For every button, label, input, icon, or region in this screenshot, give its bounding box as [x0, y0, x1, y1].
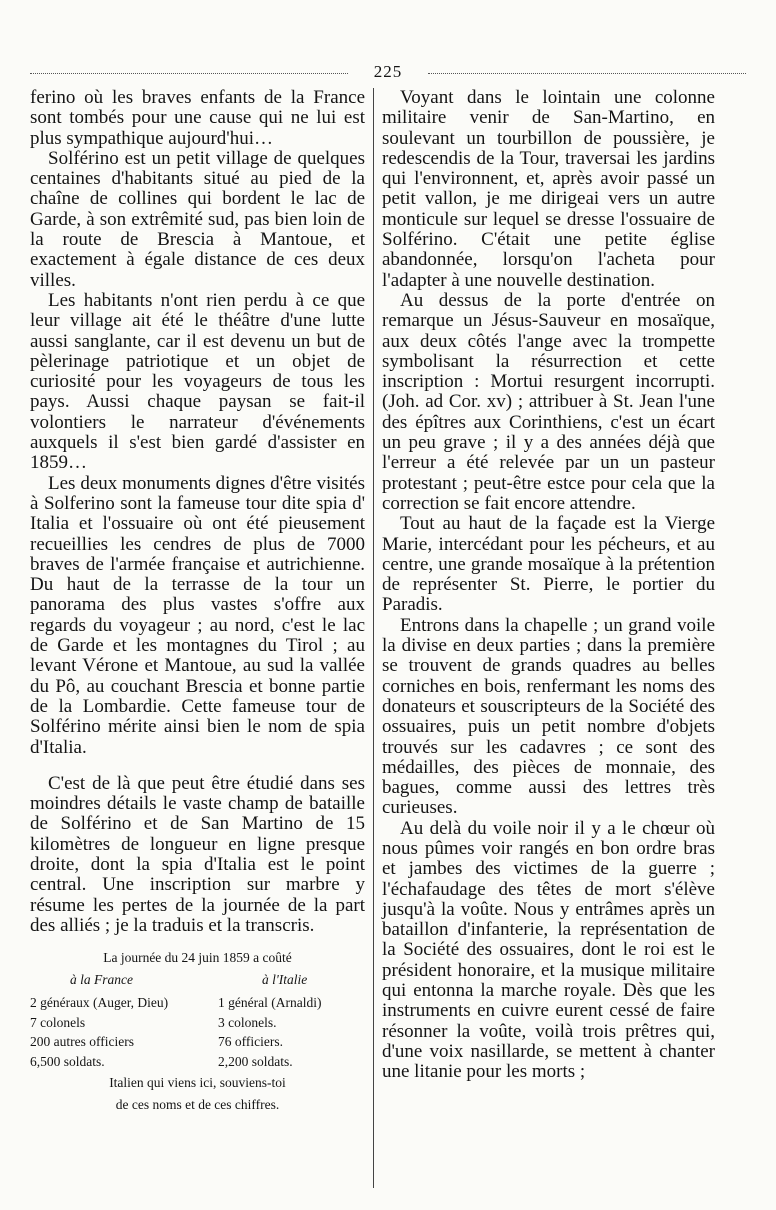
left-column — [30, 88, 365, 1114]
table-row — [30, 993, 365, 1013]
inscription-caption: La journée du 24 juin 1859 a coûté — [103, 950, 292, 966]
cell-italie: 76 officiers. — [218, 1034, 283, 1050]
table-row — [30, 1052, 365, 1072]
paragraph: ferino où les braves enfants de la France sont tombés pour une cause qui ne lui est plus sympathique aujourd'hui… — [30, 87, 365, 149]
paragraph: Les habitants n'ont rien perdu à ce que leur village ait été le théâtre d'une lutte aussi sanglante, car il est devenu un but de pèlerinage patriotique et un objet de curiosité pour les voyageurs de tous les pays. Aussi chaque paysan se fait-il volontiers le narrateur d'événements auxquels il s'est bien gardé d'assister en 1859… — [30, 289, 365, 474]
table-row — [30, 1032, 365, 1052]
right-column — [382, 88, 715, 1083]
cell-france: 200 autres officiers — [30, 1034, 134, 1050]
paragraph: Voyant dans le lointain une colonne militaire venir de San-Martino, en soulevant un tourbillon de poussière, je redescendis de la Tour, traversai les jardins qui l'environnent, et, après avoir passé un petit vallon, je me dirigeai vers un autre monticule sur lequel se dresse l'ossuaire de Solférino. C'était une petite église abandonnée, lorsqu'on l'acheta pour l'adapter à une nouvelle destination. — [382, 87, 715, 291]
cell-italie: 2,200 soldats. — [218, 1053, 293, 1069]
inscription-table — [30, 948, 365, 1114]
header-rule-right — [428, 73, 746, 74]
cell-france: 6,500 soldats. — [30, 1053, 105, 1069]
table-row — [30, 1013, 365, 1033]
header-rule-left — [30, 73, 348, 74]
inscription-footer-line-1: Italien qui viens ici, souviens-toi — [109, 1075, 286, 1091]
paragraph: Au dessus de la porte d'entrée on remarque un Jésus-Sauveur en mosaïque, aux deux côtés l'ange avec la trompette symbolisant la résurrection et cette inscription : Mortui resurgent incorrupti. (Joh. ad Cor. xv) ; attribuer à St. Jean l'une des épîtres aux Corinthiens, c'est un écart un peu grave ; il y a des années déjà que l'erreur a été relevée par un un pasteur protestant ; peut-être estce pour cela que la correction se fait encore attendre. — [382, 289, 715, 514]
page-number: 225 — [373, 62, 403, 81]
cell-france: 2 généraux (Auger, Dieu) — [30, 995, 169, 1011]
paragraph: Les deux monuments dignes d'être visités à Solferino sont la fameuse tour dite spia d' Italia et l'ossuaire où ont été pieusement recueillies les cendres de plus de 7000 braves de l'armée française et autrichienne. Du haut de la terrasse de la tour un panorama des plus vastes s'offre aux regards du voyageur ; au nord, c'est le lac de Garde et les montagnes du Tirol ; au levant Vérone et Mantoue, au sud la vallée du Pô, au couchant Brescia et bonne partie de la Lombardie. Cette fameuse tour de Solférino mérite ainsi bien le nom de spia d'Italia. — [30, 472, 365, 758]
header-italie: à l'Italie — [262, 971, 308, 987]
cell-italie: 3 colonels. — [218, 1014, 277, 1030]
cell-italie: 1 général (Arnaldi) — [218, 995, 322, 1011]
paragraph: Solférino est un petit village de quelques centaines d'habitants situé au pied de la chaîne de collines qui bordent le lac de Garde, à son extrêmité sud, pas bien loin de la route de Brescia à Mantoue, et exactement à égale distance de ces deux villes. — [30, 147, 365, 291]
cell-france: 7 colonels — [30, 1014, 86, 1030]
paragraph: Tout au haut de la façade est la Vierge Marie, intercédant pour les pécheurs, et au centre, une grande mosaïque à la prétention de représenter St. Pierre, le portier du Paradis. — [382, 513, 715, 616]
running-header — [30, 62, 746, 82]
paragraph: Entrons dans la chapelle ; un grand voile la divise en deux parties ; dans la première se trouvent de grands quadres au belles corniches en bois, renfermant les noms des donateurs et souscripteurs de la Société des ossuaires, puis un petit nombre d'objets trouvés sur les cadavres ; ce sont des médailles, des pièces de monnaie, des bagues, comme aussi des lettres très curieuses. — [382, 614, 715, 819]
paragraph: C'est de là que peut être étudié dans ses moindres détails le vaste champ de bataille de Solférino et de San Martino de 15 kilomètres de longueur en ligne presque droite, dont la spia d'Italia est le point central. Une inscription sur marbre y résume les pertes de la journée de la part des alliés ; je la traduis et la transcris. — [30, 772, 365, 936]
inscription-header-row — [30, 970, 365, 990]
inscription-footer-line-2: de ces noms et de ces chiffres. — [115, 1096, 280, 1112]
header-france: à la France — [70, 971, 133, 987]
column-divider — [373, 88, 374, 1188]
paragraph: Au delà du voile noir il y a le chœur où nous pûmes voir rangés en bon ordre bras et jambes des victimes de la guerre ; l'échafaudage des têtes de mort s'élève jusqu'à la voûte. Nous y entrâmes après un bataillon d'infanterie, la représentation de la Société des ossuaires, dont le roi est le président honoraire, et la musique militaire qui entonna la marche royale. Dès que les instruments en cuivre eurent cessé de faire résonner la voûte, voilà trois prêtres qui, d'une voix nasillarde, se mettent à chanter une litanie pour les morts ; — [382, 817, 715, 1083]
